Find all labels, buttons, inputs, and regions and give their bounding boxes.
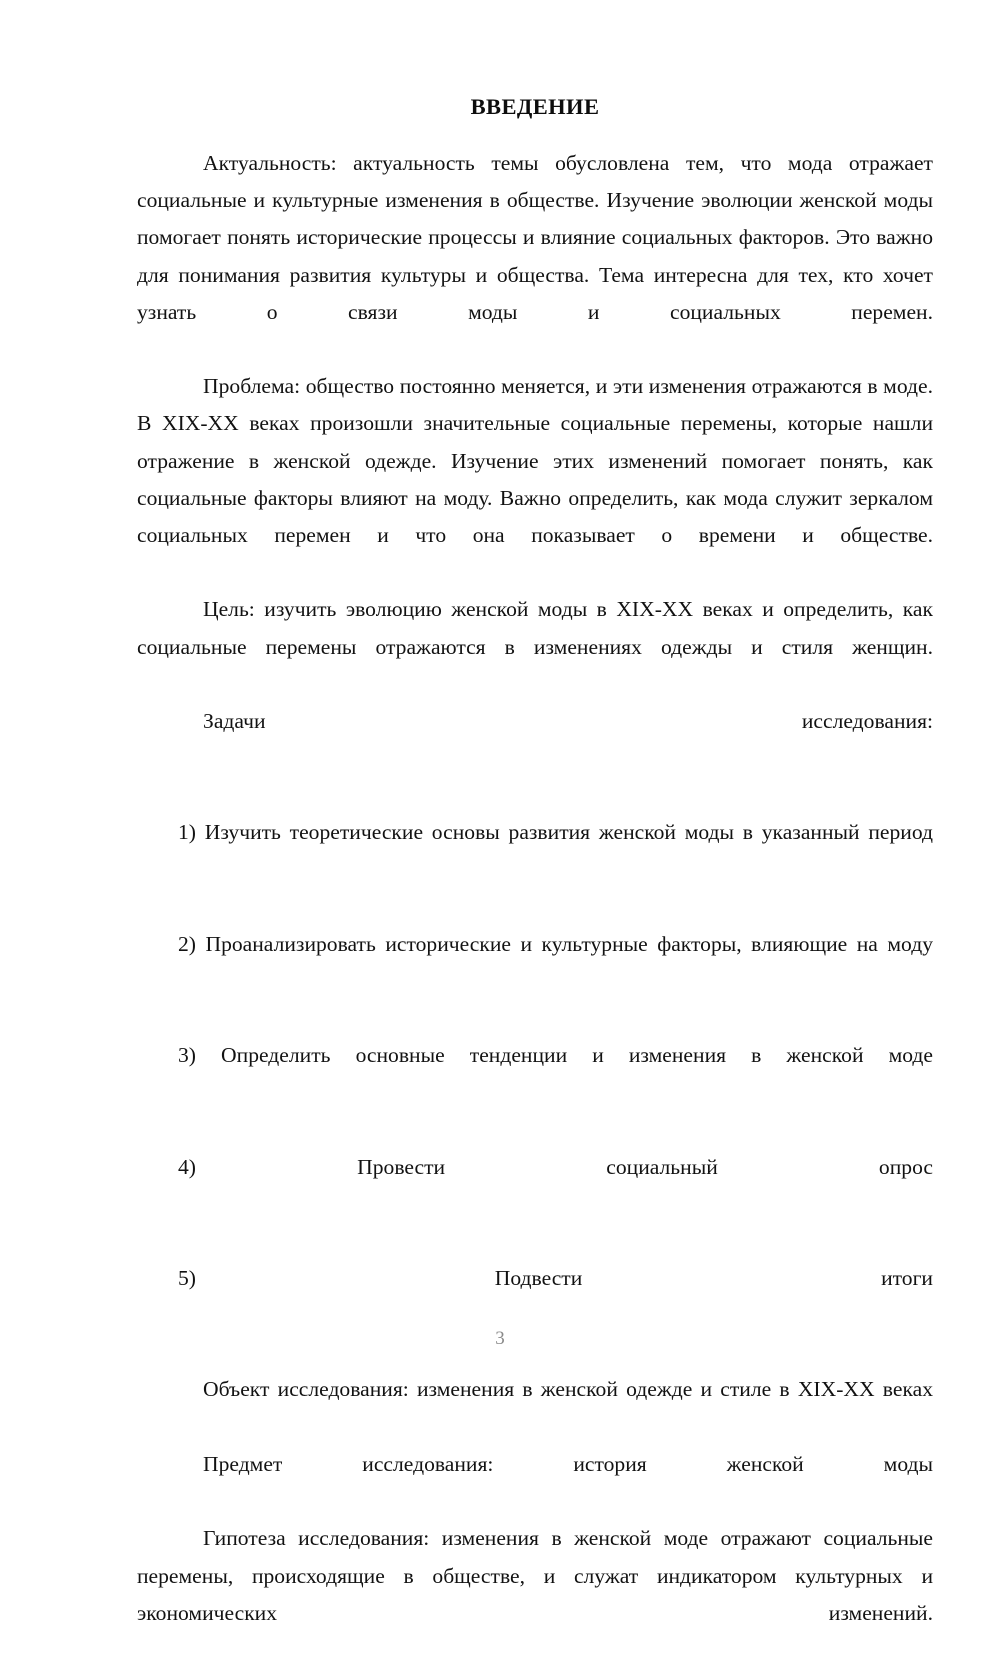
- document-text-column: [137, 88, 933, 1669]
- list-item: 2) Проанализировать исторические и культурные факторы, влияющие на моду: [178, 931, 933, 956]
- list-item: 4) Провести социальный опрос: [178, 1154, 933, 1179]
- paragraph-goal: Цель: изучить эволюцию женской моды в XIX-XX веках и определить, как социальные перемены отражаются в изменениях одежды и стиля женщин.: [137, 597, 933, 659]
- list-item: 1) Изучить теоретические основы развития женской моды в указанный период: [178, 820, 933, 845]
- tasks-heading: Задачи исследования:: [203, 709, 933, 734]
- paragraph-hypothesis: Гипотеза исследования: изменения в женской моде отражают социальные перемены, происходящие в обществе, и служат индикатором культурных и экономических изменений.: [137, 1526, 933, 1625]
- paragraph-relevance: Актуальность: актуальность темы обусловлена тем, что мода отражает социальные и культурные изменения в обществе. Изучение эволюции женской моды помогает понять исторические процессы и влияние социальных факторов. Это важно для понимания развития культуры и общества. Тема интересна для тех, кто хочет узнать о связи моды и социальных перемен.: [137, 151, 933, 324]
- page-number: 3: [495, 1328, 505, 1349]
- list-item: 3) Определить основные тенденции и изменения в женской моде: [178, 1043, 933, 1068]
- list-item: 5) Подвести итоги: [178, 1266, 933, 1291]
- paragraph-problem: Проблема: общество постоянно меняется, и эти изменения отражаются в моде. В XIX-XX веках произошли значительные социальные перемены, которые нашли отражение в женской одежде. Изучение этих изменений помогает понять, как социальные факторы влияют на моду. Важно определить, как мода служит зеркалом социальных перемен и что она показывает о времени и обществе.: [137, 374, 933, 548]
- paragraph-object: Объект исследования: изменения в женской одежде и стиле в XIX-XX веках: [203, 1377, 933, 1402]
- page-title: ВВЕДЕНИЕ: [470, 94, 600, 119]
- paragraph-subject: Предмет исследования: история женской моды: [203, 1451, 933, 1476]
